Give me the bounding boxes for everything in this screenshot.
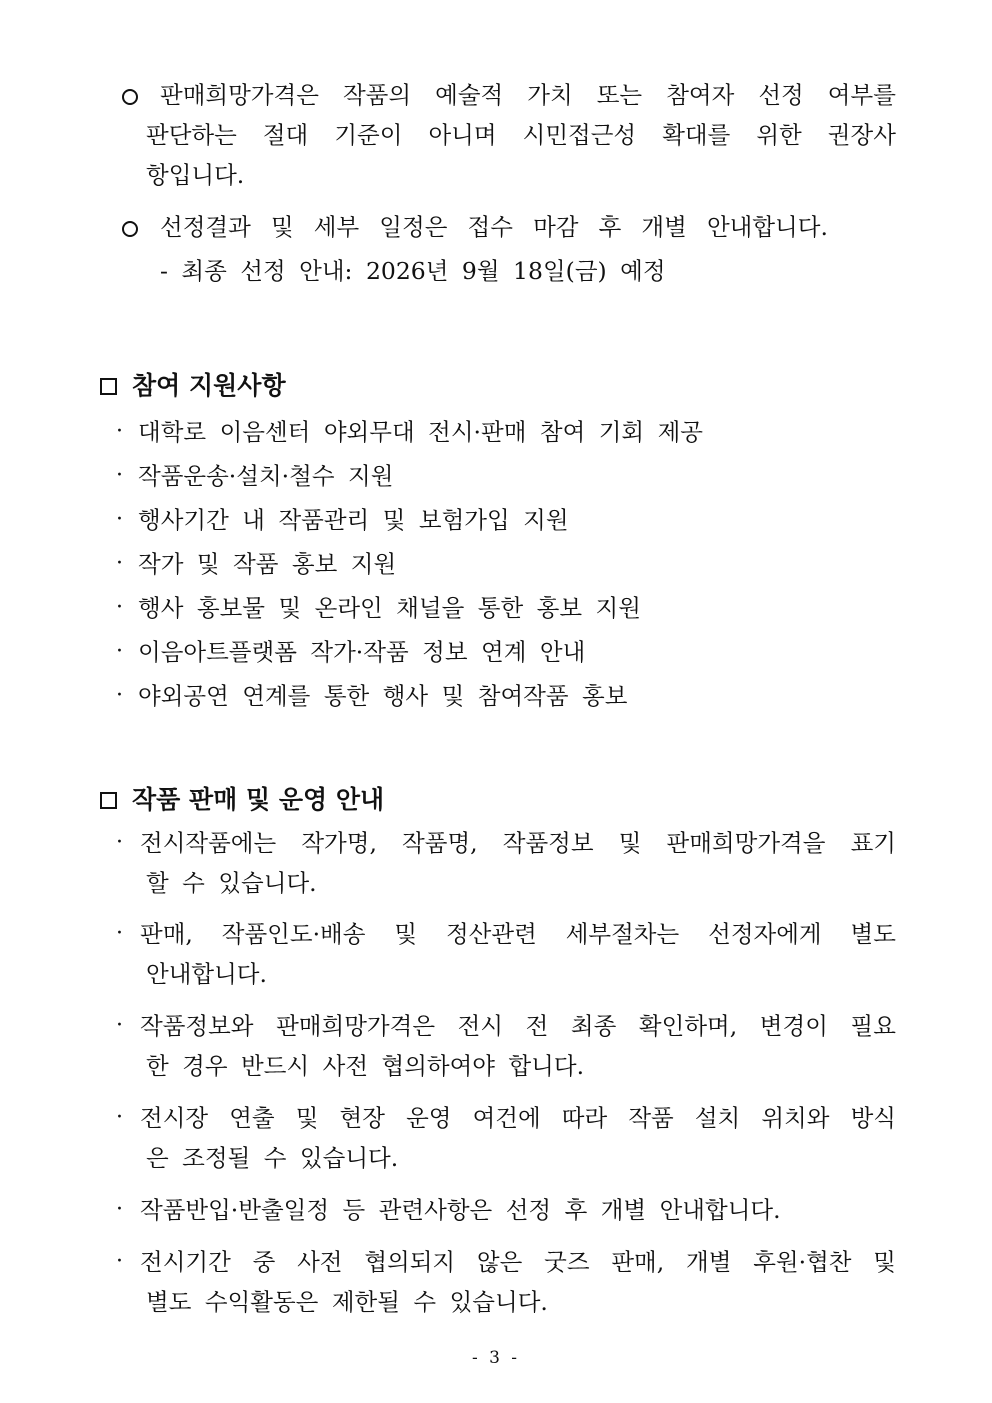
note-sub-line: - 최종 선정 안내: 2026년 9월 18일(금) 예정	[160, 257, 666, 285]
middle-dot-bullet-icon: ·	[116, 595, 123, 620]
checkbox-square-icon	[100, 792, 117, 809]
sales-item: 전시장 연출 및 현장 운영 여건에 따라 작품 설치 위치와 방식	[140, 1104, 896, 1132]
sales-item-continuation: 은 조정될 수 있습니다.	[146, 1144, 399, 1172]
middle-dot-bullet-icon: ·	[116, 921, 123, 946]
support-item: 야외공연 연계를 통한 행사 및 참여작품 홍보	[138, 682, 628, 710]
page-number: - 3 -	[471, 1348, 521, 1368]
note-line: 항입니다.	[146, 161, 245, 189]
section-heading-support	[100, 366, 286, 406]
note-line: 판단하는 절대 기준이 아니며 시민접근성 확대를 위한 권장사	[146, 121, 896, 149]
note-paragraph	[160, 75, 896, 115]
sales-item-continuation: 안내합니다.	[146, 960, 267, 988]
middle-dot-bullet-icon: ·	[116, 419, 123, 444]
note-line: 판매희망가격은 작품의 예술적 가치 또는 참여자 선정 여부를	[160, 81, 896, 109]
middle-dot-bullet-icon: ·	[116, 639, 123, 664]
sales-item: 전시기간 중 사전 협의되지 않은 굿즈 판매, 개별 후원·협찬 및	[140, 1248, 896, 1276]
section-heading-text: 참여 지원사항	[132, 371, 286, 400]
middle-dot-bullet-icon: ·	[116, 551, 123, 576]
middle-dot-bullet-icon: ·	[116, 507, 123, 532]
support-item: 행사기간 내 작품관리 및 보험가입 지원	[138, 506, 569, 534]
middle-dot-bullet-icon: ·	[116, 463, 123, 488]
note-line: 선정결과 및 세부 일정은 접수 마감 후 개별 안내합니다.	[160, 213, 828, 241]
middle-dot-bullet-icon: ·	[116, 830, 123, 855]
sales-item: 작품정보와 판매희망가격은 전시 전 최종 확인하며, 변경이 필요	[140, 1012, 896, 1040]
sales-item-continuation: 할 수 있습니다.	[146, 869, 317, 897]
sales-item-continuation: 별도 수익활동은 제한될 수 있습니다.	[146, 1288, 548, 1316]
checkbox-square-icon	[100, 378, 117, 395]
support-item: 대학로 이음센터 야외무대 전시·판매 참여 기회 제공	[138, 418, 704, 446]
circle-bullet-icon	[122, 89, 138, 105]
circle-bullet-icon	[122, 221, 138, 237]
section-heading-text: 작품 판매 및 운영 안내	[132, 785, 385, 814]
middle-dot-bullet-icon: ·	[116, 1197, 123, 1222]
support-item: 작품운송·설치·철수 지원	[138, 462, 394, 490]
middle-dot-bullet-icon: ·	[116, 1105, 123, 1130]
sales-item-continuation: 한 경우 반드시 사전 협의하여야 합니다.	[146, 1052, 585, 1080]
middle-dot-bullet-icon: ·	[116, 683, 123, 708]
middle-dot-bullet-icon: ·	[116, 1013, 123, 1038]
sales-item: 판매, 작품인도·배송 및 정산관련 세부절차는 선정자에게 별도	[140, 920, 896, 948]
section-heading-sales	[100, 780, 384, 820]
sales-item: 전시작품에는 작가명, 작품명, 작품정보 및 판매희망가격을 표기	[140, 829, 896, 857]
support-item: 이음아트플랫폼 작가·작품 정보 연계 안내	[138, 638, 586, 666]
note-paragraph	[160, 207, 828, 247]
support-item: 행사 홍보물 및 온라인 채널을 통한 홍보 지원	[138, 594, 641, 622]
middle-dot-bullet-icon: ·	[116, 1249, 123, 1274]
support-item: 작가 및 작품 홍보 지원	[138, 550, 397, 578]
sales-item: 작품반입·반출일정 등 관련사항은 선정 후 개별 안내합니다.	[140, 1196, 781, 1224]
note-paragraph-cont	[146, 115, 896, 195]
